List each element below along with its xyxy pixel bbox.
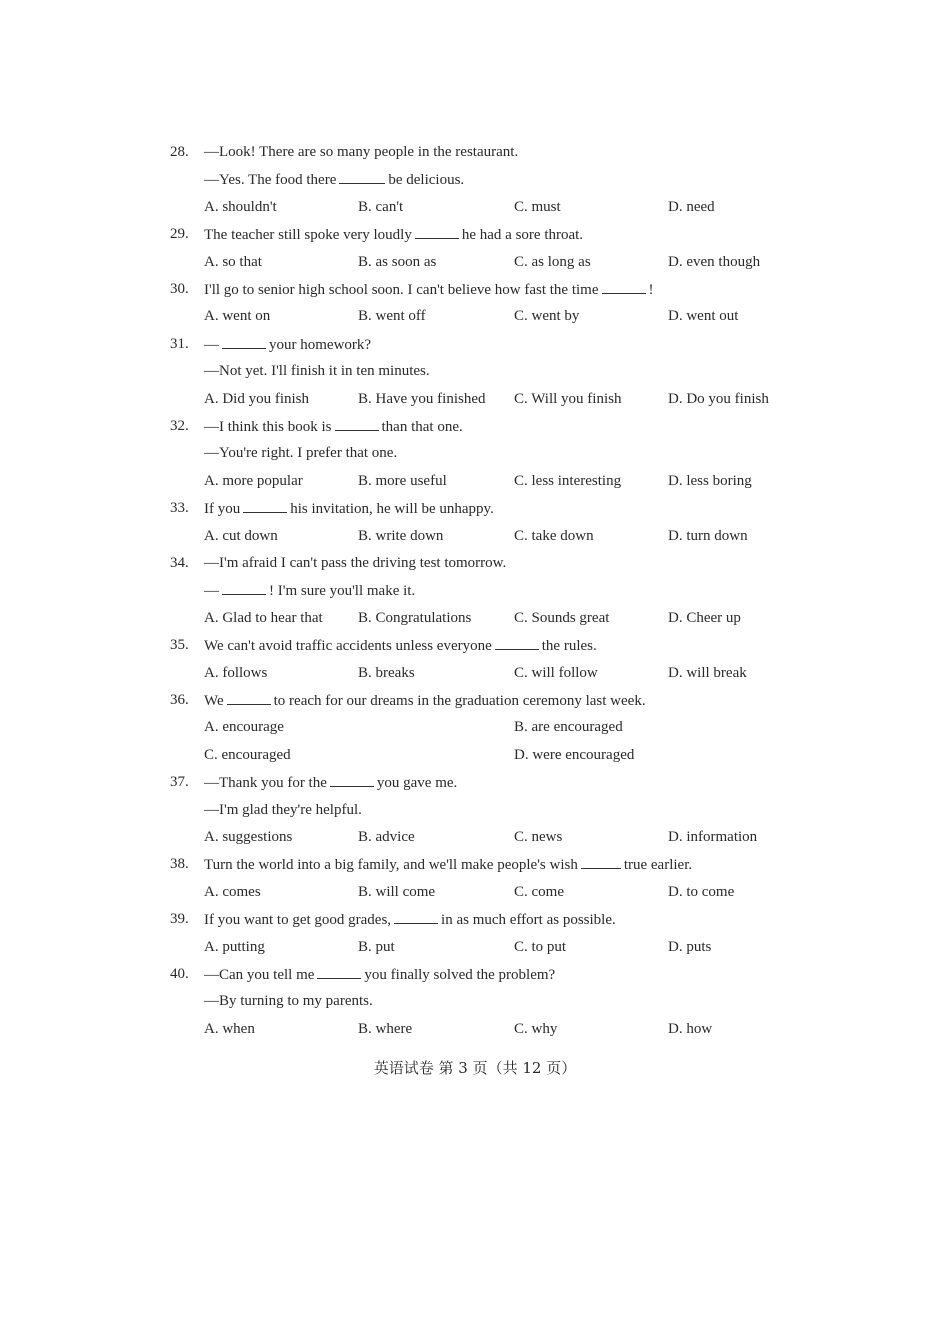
text-segment: —Yes. The food there [204,172,337,189]
option-d[interactable]: D. turn down [668,527,748,544]
option-c[interactable]: C. why [514,1020,558,1037]
option-c[interactable]: C. encouraged [204,746,291,763]
option-c[interactable]: C. less interesting [514,472,622,489]
text-segment: I'll go to senior high school soon. I can't believe how fast the time [204,282,599,298]
option-a[interactable]: A. putting [204,938,265,955]
text-segment: the rules. [541,638,597,655]
option-b[interactable]: B. went off [358,308,426,325]
question-text [204,361,430,381]
option-b[interactable]: B. breaks [358,664,415,681]
option-c[interactable]: C. as long as [514,253,591,270]
option-b[interactable]: B. where [358,1020,413,1037]
answer-blank[interactable] [581,854,621,869]
answer-blank[interactable] [330,772,374,787]
text-segment: —Can you tell me [204,967,315,983]
question-text [204,580,415,601]
option-a[interactable]: A. encourage [204,719,284,736]
question-text [204,553,506,573]
answer-blank[interactable] [227,690,271,705]
option-b[interactable]: B. as soon as [358,253,437,270]
answer-blank[interactable] [339,169,385,184]
answer-blank[interactable] [394,909,438,924]
option-a[interactable]: A. so that [204,253,262,270]
option-b[interactable]: B. write down [358,527,444,544]
question-number: 40. [170,966,189,982]
option-c[interactable]: C. to put [514,938,567,955]
option-c[interactable]: C. must [514,198,561,215]
option-d[interactable]: D. how [668,1020,713,1037]
text-segment: —By turning to my parents. [204,993,373,1010]
option-a[interactable]: A. shouldn't [204,198,277,215]
option-d[interactable]: D. were encouraged [514,746,635,763]
option-b[interactable]: B. will come [358,883,436,900]
question-text [204,279,654,300]
text-segment: Turn the world into a big family, and we'll make people's wish [204,857,578,874]
question-text [204,800,362,820]
option-d[interactable]: D. less boring [668,472,752,489]
text-segment: you gave me. [376,775,458,792]
option-b[interactable]: B. advice [358,829,415,845]
question-number: 34. [170,555,189,571]
text-segment: ! [648,282,654,298]
question-text [204,991,373,1011]
option-c[interactable]: C. went by [514,308,580,325]
option-a[interactable]: A. went on [204,308,271,325]
option-b[interactable]: B. more useful [358,472,447,489]
text-segment: — [204,583,219,600]
question-text [204,772,457,793]
option-a[interactable]: A. comes [204,883,261,900]
question-text [204,334,371,355]
answer-blank[interactable] [602,279,646,294]
option-d[interactable]: D. Cheer up [668,609,741,626]
text-segment: to reach for our dreams in the graduation ceremony last week. [273,693,646,709]
answer-blank[interactable] [415,224,459,239]
text-segment: —Not yet. I'll finish it in ten minutes. [204,363,430,380]
text-segment: We [204,693,224,709]
text-segment: —Thank you for the [204,775,327,792]
question-number: 28. [170,144,189,160]
option-a[interactable]: A. when [204,1020,255,1037]
option-b[interactable]: B. can't [358,198,404,215]
option-b[interactable]: B. are encouraged [514,719,623,736]
option-b[interactable]: B. put [358,938,395,955]
option-c[interactable]: C. take down [514,527,594,544]
option-d[interactable]: D. need [668,198,715,215]
question-text [204,964,555,985]
option-b[interactable]: B. Have you finished [358,390,486,407]
option-a[interactable]: A. Glad to hear that [204,609,323,626]
answer-blank[interactable] [222,580,266,595]
text-segment: true earlier. [623,857,693,874]
option-a[interactable]: A. Did you finish [204,390,309,407]
option-d[interactable]: D. puts [668,938,712,955]
page-footer: 英语试卷 第 3 页（共 12 页） [373,1059,577,1077]
question-text [204,443,397,463]
question-text [204,498,494,519]
question-text [204,635,597,656]
question-text [204,142,518,162]
question-number: 38. [170,856,189,873]
question-text [204,854,692,875]
question-text [204,169,464,190]
question-number: 33. [170,500,189,517]
answer-blank[interactable] [495,635,539,650]
option-c[interactable]: C. will follow [514,664,598,681]
question-number: 30. [170,281,189,297]
question-number: 32. [170,418,189,434]
option-a[interactable]: A. follows [204,664,268,681]
option-c[interactable]: C. come [514,883,564,900]
question-number: 29. [170,226,189,243]
text-segment: If you [204,501,241,518]
text-segment: he had a sore throat. [461,227,584,244]
option-c[interactable]: C. Will you finish [514,390,622,407]
option-d[interactable]: D. information [668,829,758,845]
question-number: 35. [170,637,189,654]
question-number: 36. [170,692,189,708]
option-d[interactable]: D. went out [668,308,739,325]
option-d[interactable]: D. even though [668,253,761,270]
answer-blank[interactable] [317,964,361,979]
text-segment: ! I'm sure you'll make it. [269,583,416,600]
answer-blank[interactable] [243,498,287,513]
text-segment: —Look! There are so many people in the restaurant. [204,144,519,160]
text-segment: —I think this book is [204,419,332,435]
question-number: 31. [170,335,189,352]
option-c[interactable]: C. Sounds great [514,609,610,626]
text-segment: We can't avoid traffic accidents unless everyone [204,638,492,655]
text-segment: than that one. [381,419,463,435]
option-d[interactable]: D. Do you finish [668,390,769,407]
answer-blank[interactable] [335,416,379,431]
option-d[interactable]: D. will break [668,664,747,681]
text-segment: be delicious. [388,172,465,189]
option-d[interactable]: D. to come [668,883,735,900]
question-number: 39. [170,911,189,928]
option-b[interactable]: B. Congratulations [358,609,472,626]
text-segment: —I'm glad they're helpful. [204,801,362,818]
option-a[interactable]: A. suggestions [204,829,293,845]
text-segment: — [204,336,219,353]
text-segment: —I'm afraid I can't pass the driving test tomorrow. [204,555,507,571]
option-c[interactable]: C. news [514,829,563,845]
question-text [204,416,463,437]
text-segment: If you want to get good grades, [204,912,392,929]
question-text [204,909,616,930]
question-text [204,224,583,245]
answer-blank[interactable] [222,334,266,349]
text-segment: you finally solved the problem? [364,967,556,983]
question-number: 37. [170,774,189,791]
text-segment: —You're right. I prefer that one. [204,445,398,462]
question-text [204,690,646,711]
text-segment: your homework? [269,336,372,353]
text-segment: in as much effort as possible. [441,912,616,929]
text-segment: The teacher still spoke very loudly [204,227,412,244]
option-a[interactable]: A. more popular [204,472,303,489]
text-segment: his invitation, he will be unhappy. [290,501,494,518]
option-a[interactable]: A. cut down [204,527,278,544]
